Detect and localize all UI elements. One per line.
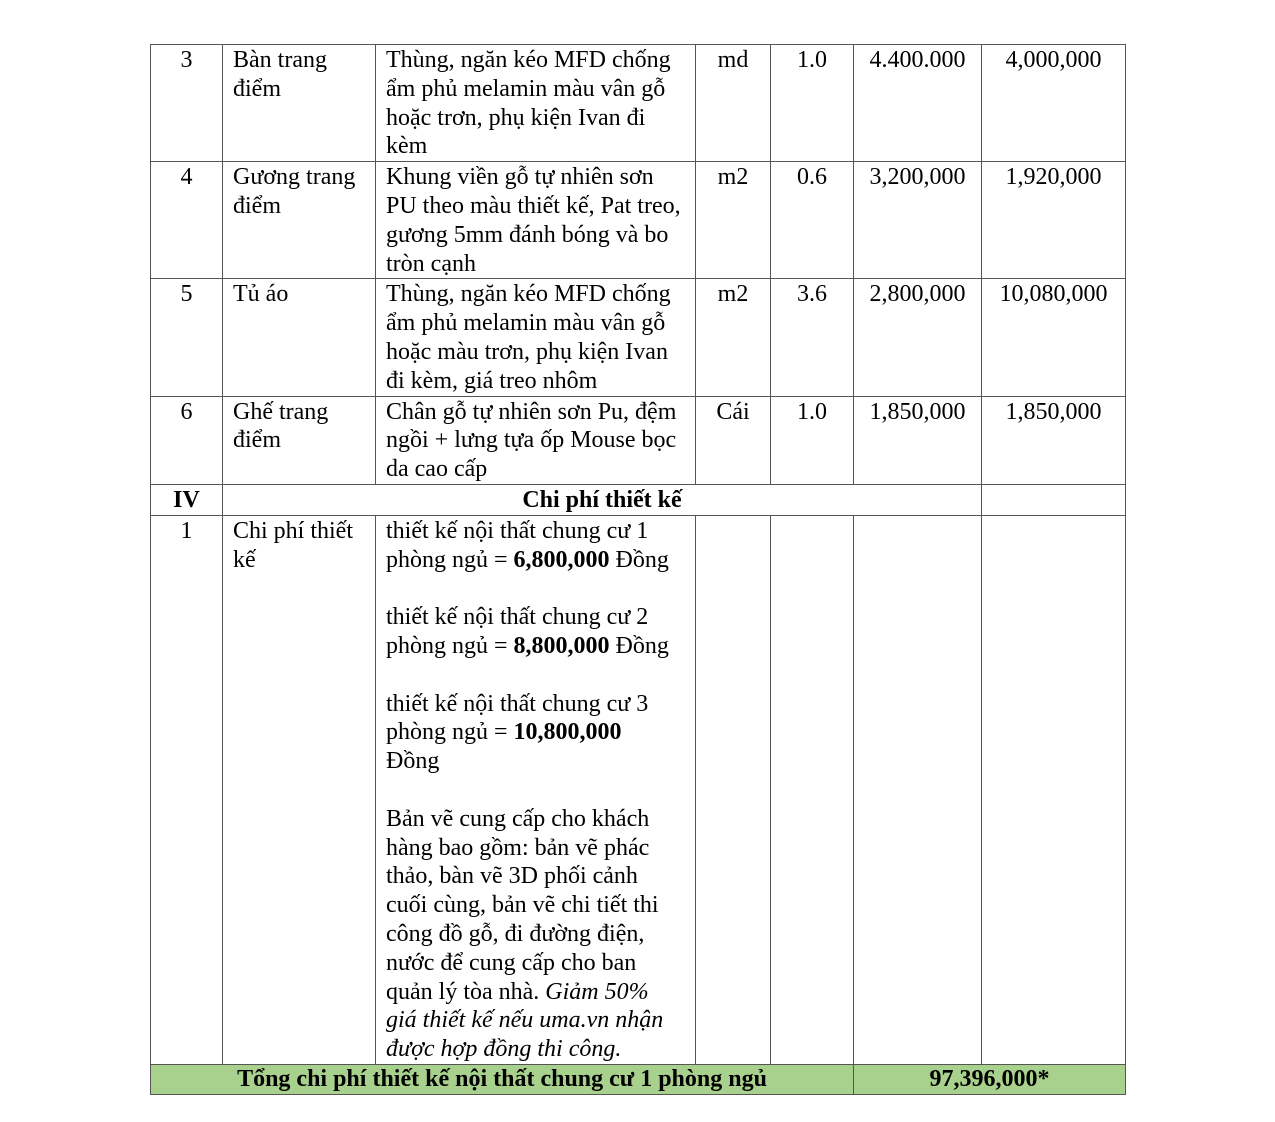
design-option-3: thiết kế nội thất chung cư 3 phòng ngủ = 10,800,000 Đồng bbox=[386, 690, 649, 775]
table-row bbox=[151, 45, 1126, 162]
discount-note: Giảm 50% giá thiết kế nếu uma.vn nhận được hợp đồng thi công. bbox=[386, 978, 664, 1063]
item-name: Tủ áo bbox=[223, 279, 376, 396]
item-unit: Cái bbox=[696, 396, 771, 484]
item-description: Chân gỗ tự nhiên sơn Pu, đệm ngồi + lưng tựa ốp Mouse bọc da cao cấp bbox=[376, 396, 696, 484]
quotation-table bbox=[150, 44, 1126, 1095]
design-option-1-price: 6,800,000 bbox=[513, 546, 610, 573]
item-unit: m2 bbox=[696, 162, 771, 279]
item-unit-price: 1,850,000 bbox=[854, 396, 982, 484]
item-amount: 10,080,000 bbox=[982, 279, 1126, 396]
table-row bbox=[151, 279, 1126, 396]
item-description: Khung viền gỗ tự nhiên sơn PU theo màu thiết kế, Pat treo, gương 5mm đánh bóng và bo tròn cạnh bbox=[376, 162, 696, 279]
item-unit: m2 bbox=[696, 279, 771, 396]
design-deliverables: Bản vẽ cung cấp cho khách hàng bao gồm: bản vẽ phác thảo, bàn vẽ 3D phối cảnh cuối cùng, bản vẽ chi tiết thi công đồ gỗ, đi đường điện, nước để cung cấp cho ban quản lý tòa nhà. Giảm 50% giá thiết kế nếu uma.vn nhận được hợp đồng thi công. bbox=[386, 805, 664, 1063]
item-quantity: 1.0 bbox=[771, 45, 854, 162]
quotation-page bbox=[150, 44, 1126, 1095]
item-unit-price: 3,200,000 bbox=[854, 162, 982, 279]
item-description: Thùng, ngăn kéo MFD chống ẩm phủ melamin màu vân gỗ hoặc màu trơn, phụ kiện Ivan đi kèm, giá treo nhôm bbox=[376, 279, 696, 396]
item-unit-price: 4.400.000 bbox=[854, 45, 982, 162]
item-unit-price: 2,800,000 bbox=[854, 279, 982, 396]
section-title: Chi phí thiết kế bbox=[223, 484, 982, 515]
item-amount bbox=[982, 515, 1126, 1064]
item-quantity: 3.6 bbox=[771, 279, 854, 396]
item-name: Bàn trang điểm bbox=[223, 45, 376, 162]
design-description bbox=[376, 515, 696, 1064]
table-row bbox=[151, 162, 1126, 279]
row-number: 1 bbox=[151, 515, 223, 1064]
item-name: Ghế trang điểm bbox=[223, 396, 376, 484]
row-number: 5 bbox=[151, 279, 223, 396]
design-option-2: thiết kế nội thất chung cư 2 phòng ngủ = 8,800,000 Đồng bbox=[386, 604, 669, 659]
total-value: 97,396,000* bbox=[854, 1064, 1126, 1094]
item-quantity: 1.0 bbox=[771, 396, 854, 484]
row-number: 4 bbox=[151, 162, 223, 279]
item-name: Gương trang điểm bbox=[223, 162, 376, 279]
item-unit bbox=[696, 515, 771, 1064]
item-description: Thùng, ngăn kéo MFD chống ẩm phủ melamin màu vân gỗ hoặc trơn, phụ kiện Ivan đi kèm bbox=[376, 45, 696, 162]
design-option-1: thiết kế nội thất chung cư 1 phòng ngủ = 6,800,000 Đồng bbox=[386, 517, 669, 573]
section-header-row bbox=[151, 484, 1126, 515]
total-label: Tổng chi phí thiết kế nội thất chung cư 1 phòng ngủ bbox=[151, 1064, 854, 1094]
item-amount: 1,850,000 bbox=[982, 396, 1126, 484]
item-quantity bbox=[771, 515, 854, 1064]
item-quantity: 0.6 bbox=[771, 162, 854, 279]
section-empty-cell bbox=[982, 484, 1126, 515]
item-amount: 1,920,000 bbox=[982, 162, 1126, 279]
design-cost-row bbox=[151, 515, 1126, 1064]
total-row bbox=[151, 1064, 1126, 1094]
item-amount: 4,000,000 bbox=[982, 45, 1126, 162]
table-row bbox=[151, 396, 1126, 484]
row-number: 3 bbox=[151, 45, 223, 162]
item-unit: md bbox=[696, 45, 771, 162]
row-number: 6 bbox=[151, 396, 223, 484]
section-number: IV bbox=[151, 484, 223, 515]
item-unit-price bbox=[854, 515, 982, 1064]
design-option-2-price: 8,800,000 bbox=[513, 632, 610, 659]
design-option-3-price: 10,800,000 bbox=[513, 719, 622, 746]
item-name: Chi phí thiết kế bbox=[223, 515, 376, 1064]
